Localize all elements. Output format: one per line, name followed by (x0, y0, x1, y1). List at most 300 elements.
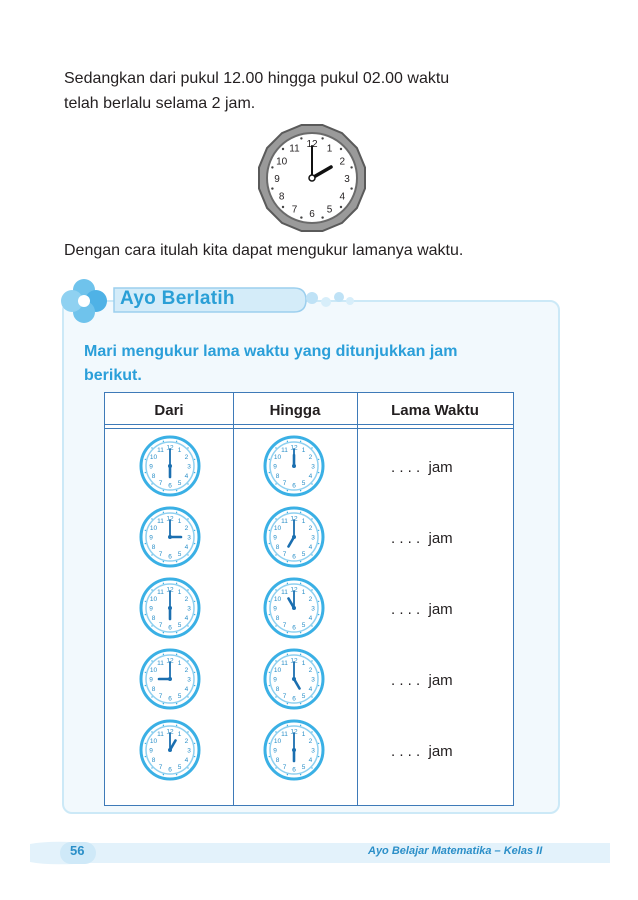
clock-tick (176, 561, 177, 562)
clock-tick (176, 441, 177, 442)
clock-tick (282, 206, 284, 208)
clock-tick (287, 654, 288, 655)
clock-center (168, 677, 172, 681)
clock-tick (151, 731, 152, 732)
clock-tick (300, 561, 301, 562)
clock-number: 3 (187, 605, 191, 613)
clock-number: 3 (311, 676, 315, 684)
clock-number: 10 (149, 596, 158, 603)
header-from: Dari (154, 402, 184, 419)
clock-tick (321, 216, 323, 218)
clock-tick (194, 672, 195, 673)
clock-tick (145, 459, 146, 460)
clock-tick (300, 512, 301, 513)
clock-number: 12 (290, 444, 298, 452)
clock-tick (145, 743, 146, 744)
clock-tick (151, 660, 152, 661)
clock-tick (176, 490, 177, 491)
clock-number: 7 (291, 204, 298, 216)
clock-number: 4 (308, 615, 313, 622)
clock-number: 1 (177, 518, 182, 526)
clock-number: 11 (157, 731, 164, 739)
clock-number: 9 (273, 605, 277, 613)
book-title: Ayo Belajar Matematika – Kelas II (368, 845, 543, 857)
clock-tick (194, 472, 195, 473)
clock-number: 10 (273, 738, 282, 745)
clock-tick (187, 660, 188, 661)
clock-number: 3 (344, 174, 350, 185)
clock-number: 2 (184, 525, 189, 532)
clock-number: 5 (301, 550, 306, 558)
clock-number: 11 (281, 589, 288, 597)
clock-tick (275, 447, 276, 448)
clock-tick (311, 660, 312, 661)
clock-number: 5 (301, 621, 306, 629)
clock-tick (151, 696, 152, 697)
clock-tick (287, 632, 288, 633)
clock-tick (300, 774, 301, 775)
clock-number: 12 (290, 515, 298, 523)
clock-number: 7 (282, 479, 287, 487)
clock-number: 1 (301, 660, 306, 668)
clock-number: 11 (157, 660, 164, 668)
intro-line-2: telah berlalu selama 2 jam. (64, 95, 256, 112)
clock-number: 4 (308, 544, 313, 551)
statement-text: Dengan cara itulah kita dapat mengukur lamanya waktu. (64, 242, 464, 259)
clock-center (292, 677, 296, 681)
from-clock (139, 435, 201, 497)
clock-number: 11 (281, 518, 288, 526)
clock-number: 8 (275, 615, 280, 622)
clock-tick (145, 756, 146, 757)
intro-paragraph (64, 66, 564, 116)
clock-tick (187, 554, 188, 555)
clock-number: 1 (301, 447, 306, 455)
clock-number: 8 (151, 686, 156, 693)
instruction-text (84, 340, 554, 388)
clock-table (104, 392, 514, 806)
clock-tick (282, 148, 284, 150)
clock-tick (318, 743, 319, 744)
clock-tick (287, 490, 288, 491)
clock-number: 8 (151, 757, 156, 764)
clock-number: 8 (151, 615, 156, 622)
clock-tick (176, 725, 177, 726)
clock-number: 1 (177, 731, 182, 739)
clock-tick (318, 472, 319, 473)
clock-tick (194, 756, 195, 757)
clock-number: 11 (281, 447, 288, 455)
clock-tick (311, 447, 312, 448)
clock-tick (151, 625, 152, 626)
clock-tick (311, 625, 312, 626)
clock-number: 9 (149, 534, 153, 542)
clock-center (168, 748, 172, 752)
clock-tick (275, 589, 276, 590)
clock-number: 9 (149, 747, 153, 755)
clock-number: 3 (311, 747, 315, 755)
clock-tick (300, 725, 301, 726)
clock-number: 6 (292, 624, 296, 632)
column-divider (357, 393, 358, 805)
clock-number: 6 (168, 624, 172, 632)
clock-tick (194, 614, 195, 615)
clock-number: 9 (274, 174, 280, 185)
clock-tick (275, 518, 276, 519)
clock-number: 2 (308, 596, 313, 603)
clock-number: 5 (177, 550, 182, 558)
clock-number: 9 (273, 747, 277, 755)
clock-tick (145, 685, 146, 686)
clock-number: 7 (158, 479, 163, 487)
clock-number: 4 (339, 191, 346, 203)
clock-tick (269, 743, 270, 744)
clock-number: 12 (166, 515, 174, 523)
clock-tick (187, 767, 188, 768)
clock-number: 12 (166, 586, 174, 594)
clock-number: 11 (281, 660, 288, 668)
clock-number: 10 (276, 156, 288, 168)
clock-number: 5 (177, 763, 182, 771)
instruction-line-2: berikut. (84, 367, 142, 384)
to-clock (263, 719, 325, 781)
clock-tick (311, 731, 312, 732)
clock-tick (318, 756, 319, 757)
clock-tick (287, 512, 288, 513)
clock-tick (275, 483, 276, 484)
clock-number: 7 (282, 763, 287, 771)
clock-number: 1 (301, 518, 306, 526)
clock-tick (311, 518, 312, 519)
clock-tick (269, 685, 270, 686)
clock-number: 2 (308, 738, 313, 745)
clock-tick (275, 767, 276, 768)
clock-number: 2 (308, 454, 313, 461)
duration-answer-blank: . . . . jam (391, 530, 453, 547)
clock-tick (176, 632, 177, 633)
to-clock (263, 435, 325, 497)
clock-tick (145, 472, 146, 473)
clock-tick (287, 774, 288, 775)
clock-tick (318, 601, 319, 602)
clock-number: 2 (184, 596, 189, 603)
clock-number: 6 (168, 482, 172, 490)
clock-number: 12 (306, 139, 318, 150)
clock-tick (187, 518, 188, 519)
clock-tick (300, 216, 302, 218)
clock-number: 5 (301, 692, 306, 700)
clock-tick (300, 137, 302, 139)
clock-number: 8 (151, 544, 156, 551)
clock-tick (163, 512, 164, 513)
clock-tick (194, 685, 195, 686)
clock-center (292, 535, 296, 539)
clock-tick (318, 614, 319, 615)
clock-number: 3 (311, 605, 315, 613)
header-divider-2 (105, 428, 513, 429)
clock-number: 10 (149, 525, 158, 532)
clock-tick (287, 583, 288, 584)
clock-number: 9 (273, 463, 277, 471)
clock-tick (145, 614, 146, 615)
clock-number: 7 (282, 692, 287, 700)
clock-tick (318, 672, 319, 673)
clock-tick (176, 583, 177, 584)
clock-number: 8 (275, 686, 280, 693)
header-to: Hingga (269, 402, 321, 419)
clock-number: 4 (184, 544, 189, 551)
clock-tick (269, 756, 270, 757)
clock-number: 5 (301, 479, 306, 487)
instruction-line-1: Mari mengukur lama waktu yang ditunjukkan jam (84, 343, 458, 360)
clock-number: 4 (308, 686, 313, 693)
clock-number: 10 (273, 596, 282, 603)
clock-number: 1 (326, 143, 333, 155)
clock-number: 10 (273, 525, 282, 532)
clock-tick (187, 447, 188, 448)
clock-tick (145, 601, 146, 602)
clock-tick (318, 530, 319, 531)
clock-tick (163, 441, 164, 442)
clock-number: 5 (177, 479, 182, 487)
clock-number: 7 (158, 550, 163, 558)
clock-tick (287, 725, 288, 726)
duration-answer-blank: . . . . jam (391, 601, 453, 618)
clock-tick (275, 625, 276, 626)
clock-number: 8 (275, 473, 280, 480)
header-duration: Lama Waktu (391, 402, 479, 419)
clock-number: 1 (177, 447, 182, 455)
clock-tick (321, 137, 323, 139)
clock-tick (275, 696, 276, 697)
clock-number: 5 (326, 204, 333, 216)
clock-number: 1 (301, 731, 306, 739)
clock-number: 1 (177, 589, 182, 597)
clock-tick (311, 696, 312, 697)
clock-number: 10 (273, 454, 282, 461)
example-clock (254, 122, 370, 234)
clock-number: 8 (275, 757, 280, 764)
clock-tick (300, 654, 301, 655)
clock-tick (269, 601, 270, 602)
clock-tick (269, 614, 270, 615)
clock-tick (287, 703, 288, 704)
clock-tick (145, 543, 146, 544)
clock-number: 4 (308, 757, 313, 764)
clock-tick (311, 554, 312, 555)
clock-tick (318, 543, 319, 544)
clock-tick (187, 696, 188, 697)
clock-tick (176, 654, 177, 655)
clock-number: 9 (149, 676, 153, 684)
clock-tick (275, 554, 276, 555)
flower-icon (61, 279, 107, 323)
clock-tick (151, 518, 152, 519)
clock-center (309, 175, 315, 181)
clock-tick (163, 774, 164, 775)
clock-number: 5 (301, 763, 306, 771)
duration-answer-blank: . . . . jam (391, 459, 453, 476)
clock-number: 3 (187, 534, 191, 542)
clock-number: 4 (184, 615, 189, 622)
clock-number: 3 (187, 676, 191, 684)
duration-answer-blank: . . . . jam (391, 743, 453, 760)
clock-number: 4 (308, 473, 313, 480)
clock-number: 7 (158, 763, 163, 771)
clock-number: 11 (281, 731, 288, 739)
clock-number: 5 (177, 692, 182, 700)
clock-tick (300, 632, 301, 633)
clock-number: 6 (292, 482, 296, 490)
clock-number: 6 (292, 766, 296, 774)
from-clock (139, 719, 201, 781)
clock-number: 6 (168, 766, 172, 774)
header-divider (105, 424, 513, 425)
clock-tick (151, 767, 152, 768)
clock-center (292, 748, 296, 752)
to-clock (263, 577, 325, 639)
clock-number: 12 (166, 444, 174, 452)
clock-number: 2 (184, 738, 189, 745)
clock-number: 4 (184, 757, 189, 764)
clock-center (168, 535, 172, 539)
clock-tick (187, 625, 188, 626)
clock-tick (151, 554, 152, 555)
clock-number: 2 (184, 667, 189, 674)
clock-tick (187, 731, 188, 732)
clock-number: 8 (151, 473, 156, 480)
clock-tick (163, 654, 164, 655)
section-title: Ayo Berlatih (120, 288, 235, 309)
to-clock (263, 506, 325, 568)
clock-tick (340, 206, 342, 208)
clock-number: 6 (292, 553, 296, 561)
clock-number: 12 (290, 728, 298, 736)
clock-number: 10 (149, 667, 158, 674)
clock-tick (300, 490, 301, 491)
clock-number: 2 (308, 525, 313, 532)
clock-number: 10 (149, 454, 158, 461)
clock-number: 11 (157, 518, 164, 526)
clock-tick (194, 530, 195, 531)
column-divider (233, 393, 234, 805)
clock-number: 6 (168, 695, 172, 703)
clock-tick (145, 672, 146, 673)
clock-tick (151, 589, 152, 590)
clock-tick (163, 703, 164, 704)
clock-number: 1 (301, 589, 306, 597)
clock-number: 2 (184, 454, 189, 461)
table-header (105, 393, 513, 425)
clock-number: 12 (166, 657, 174, 665)
clock-number: 7 (282, 550, 287, 558)
clock-tick (350, 187, 352, 189)
clock-tick (318, 459, 319, 460)
clock-number: 6 (309, 209, 315, 220)
clock-tick (145, 530, 146, 531)
clock-number: 2 (308, 667, 313, 674)
page-number: 56 (70, 843, 85, 858)
clock-center (168, 606, 172, 610)
clock-tick (275, 731, 276, 732)
clock-tick (300, 703, 301, 704)
from-clock (139, 577, 201, 639)
clock-number: 7 (158, 621, 163, 629)
clock-number: 4 (184, 686, 189, 693)
clock-tick (311, 483, 312, 484)
clock-number: 8 (275, 544, 280, 551)
clock-tick (176, 703, 177, 704)
clock-tick (318, 685, 319, 686)
clock-center (292, 464, 296, 468)
clock-tick (269, 543, 270, 544)
clock-number: 3 (187, 747, 191, 755)
clock-number: 9 (273, 676, 277, 684)
clock-tick (176, 774, 177, 775)
clock-number: 3 (311, 534, 315, 542)
clock-tick (269, 672, 270, 673)
clock-tick (287, 561, 288, 562)
clock-center (292, 606, 296, 610)
clock-number: 9 (273, 534, 277, 542)
clock-number: 11 (157, 447, 164, 455)
clock-tick (269, 459, 270, 460)
clock-number: 11 (157, 589, 164, 597)
clock-tick (187, 589, 188, 590)
clock-number: 7 (158, 692, 163, 700)
clock-number: 10 (149, 738, 158, 745)
clock-tick (300, 583, 301, 584)
clock-number: 2 (339, 156, 346, 168)
clock-tick (271, 166, 273, 168)
to-clock (263, 648, 325, 710)
clock-number: 5 (177, 621, 182, 629)
clock-tick (269, 472, 270, 473)
clock-number: 9 (149, 605, 153, 613)
clock-tick (300, 441, 301, 442)
intro-line-1: Sedangkan dari pukul 12.00 hingga pukul 02.00 waktu (64, 70, 450, 87)
clock-number: 6 (292, 695, 296, 703)
clock-number: 11 (289, 143, 300, 155)
clock-tick (151, 447, 152, 448)
clock-center (168, 464, 172, 468)
clock-tick (194, 543, 195, 544)
clock-number: 12 (290, 657, 298, 665)
clock-tick (269, 530, 270, 531)
clock-number: 3 (187, 463, 191, 471)
clock-number: 1 (177, 660, 182, 668)
clock-tick (176, 512, 177, 513)
clock-tick (311, 589, 312, 590)
clock-tick (163, 490, 164, 491)
clock-tick (271, 187, 273, 189)
clock-tick (350, 166, 352, 168)
clock-number: 9 (149, 463, 153, 471)
clock-tick (163, 632, 164, 633)
clock-tick (194, 459, 195, 460)
clock-number: 12 (290, 586, 298, 594)
clock-number: 6 (168, 553, 172, 561)
clock-number: 3 (311, 463, 315, 471)
clock-tick (275, 660, 276, 661)
clock-tick (340, 148, 342, 150)
clock-tick (287, 441, 288, 442)
clock-number: 4 (184, 473, 189, 480)
clock-tick (163, 583, 164, 584)
clock-tick (311, 767, 312, 768)
clock-tick (194, 601, 195, 602)
from-clock (139, 506, 201, 568)
